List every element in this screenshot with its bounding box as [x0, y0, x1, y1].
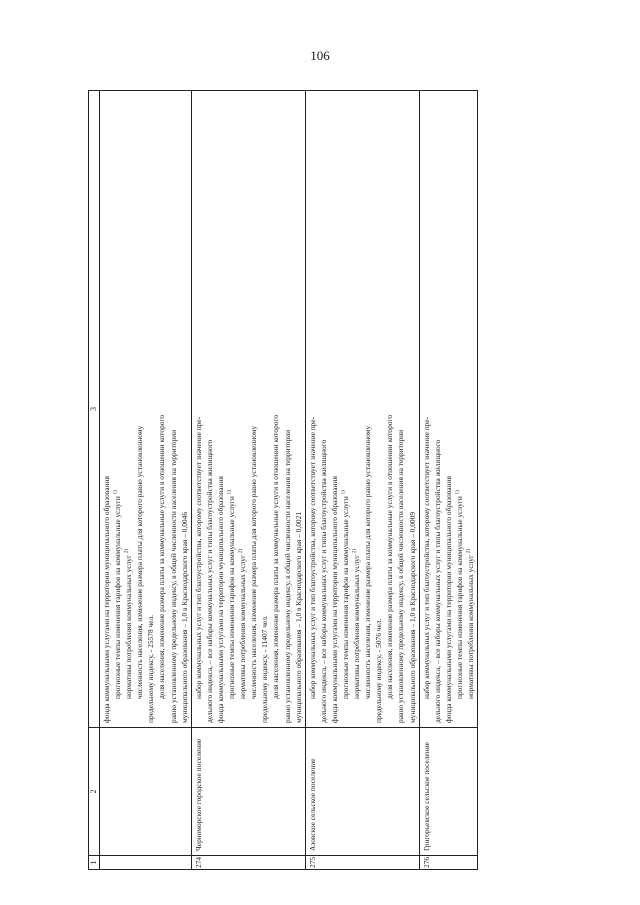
- text-line: [237, 95, 248, 723]
- text-line: [395, 95, 406, 723]
- text-line: [421, 95, 432, 723]
- row-number: 276: [419, 856, 477, 870]
- text-line-content: набор коммунальных услуг и тип благоустройства, которому соответствует значение пре-: [421, 416, 431, 699]
- text-line-content: предельному индексу, - 5076 чел.: [374, 618, 384, 723]
- text-line: [204, 95, 215, 723]
- text-line: [362, 95, 373, 723]
- text-line: [329, 95, 340, 723]
- text-line-content: равно установленному предельному индексу, в общей численности населения на территории: [168, 429, 178, 723]
- rotated-table-container: [88, 90, 540, 870]
- text-line: [134, 95, 145, 723]
- footnote-ref: 1): [341, 490, 347, 495]
- text-line: [270, 95, 281, 723]
- text-line-content: численность населения, изменение размера платы для которого равно установленному: [135, 425, 145, 699]
- text-line: [443, 95, 454, 723]
- table-row: [191, 91, 305, 870]
- text-line: [454, 95, 465, 723]
- header-col-3: 3: [89, 91, 100, 728]
- text-line-content: численность населения, изменение размера платы для которого равно установленному: [249, 425, 259, 699]
- text-line-content: прогнозные темпы изменения тарифов на коммунальные услуги: [227, 496, 237, 699]
- text-line-content: фонда коммунальными услугами на территории муниципального образования: [329, 476, 339, 723]
- text-line: [156, 95, 167, 723]
- footnote-ref: 1): [227, 490, 233, 495]
- text-line-content: доля населения, изменение размера платы за коммунальные услуги в отношении которого: [157, 414, 167, 699]
- text-line: [384, 95, 395, 723]
- municipality-name: Черноморское городское поселение: [191, 728, 305, 856]
- text-line-content: доля населения, изменение размера платы за коммунальные услуги в отношении которого: [271, 414, 281, 699]
- text-line: [307, 95, 318, 723]
- text-line-content: нормативы потребления коммунальных услуг: [466, 554, 475, 699]
- text-line: [465, 95, 476, 723]
- text-line: [123, 95, 134, 723]
- row-number: 274: [191, 856, 305, 870]
- text-line-content: фонда коммунальными услугами на территории муниципального образования: [443, 476, 453, 723]
- municipality-name: Азовское сельское поселение: [305, 728, 419, 856]
- footnote-ref: 2): [352, 548, 358, 554]
- text-line: [293, 95, 304, 723]
- text-line: [407, 95, 418, 723]
- text-line-content: муниципального образования – 1,0 в Краснодарского края – 0,0021: [293, 511, 303, 723]
- indicator-text-cell: [305, 91, 419, 728]
- text-line: [112, 95, 123, 723]
- municipality-name: Григорьевское сельское поселение: [419, 728, 477, 856]
- text-line: [145, 95, 156, 723]
- text-line-content: набор коммунальных услуг и тип благоустройства, которому соответствует значение пре-: [307, 416, 317, 699]
- text-line: [248, 95, 259, 723]
- text-line: [318, 95, 329, 723]
- footnote-ref: 2): [124, 548, 130, 554]
- table-row: [100, 91, 192, 870]
- text-line: [226, 95, 237, 723]
- footnote-ref: 2): [466, 548, 472, 554]
- text-line-content: фонда коммунальными услугами на территории муниципального образования: [102, 476, 111, 723]
- text-line-content: дельного индекса, – все наборы коммунальных услуг и типы благоустройства жилищного: [318, 439, 328, 723]
- text-line-content: численность населения, изменение размера платы для которого равно установленному: [363, 425, 373, 699]
- municipality-name: [100, 728, 192, 856]
- page-number: 106: [310, 48, 330, 63]
- footnote-ref: 2): [238, 548, 244, 554]
- text-line: [351, 95, 362, 723]
- indicator-text-cell: [100, 91, 192, 728]
- text-line: [282, 95, 293, 723]
- table-row: [419, 91, 477, 870]
- text-line-content: нормативы потребления коммунальных услуг: [352, 554, 362, 699]
- row-number: [100, 856, 192, 870]
- text-line: [432, 95, 443, 723]
- header-col-2: 2: [89, 728, 100, 856]
- text-line-content: нормативы потребления коммунальных услуг: [238, 554, 248, 699]
- text-line-content: муниципального образования – 1,0 в Краснодарского края – 0,0046: [179, 511, 189, 723]
- text-line-content: равно установленному предельному индексу, в общей численности населения на территории: [396, 429, 406, 723]
- header-col-1: 1: [89, 856, 100, 870]
- text-line-content: дельного индекса, – все наборы коммунальных услуг и типы благоустройства жилищного: [204, 439, 214, 723]
- text-line: [340, 95, 351, 723]
- row-number: 275: [305, 856, 419, 870]
- text-line-content: предельному индексу, - 11407 чел.: [260, 615, 270, 723]
- text-line-content: муниципального образования – 1,0 в Краснодарского края – 0,0009: [407, 511, 417, 723]
- text-line: [193, 95, 204, 723]
- text-line-content: равно установленному предельному индексу, в общей численности населения на территории: [282, 429, 292, 723]
- header-row: [89, 91, 100, 870]
- table-row: [305, 91, 419, 870]
- text-line: [259, 95, 270, 723]
- text-line-content: доля населения, изменение размера платы за коммунальные услуги в отношении которого: [385, 414, 395, 699]
- text-line: [168, 95, 179, 723]
- text-line: [215, 95, 226, 723]
- footnote-ref: 1): [113, 490, 119, 495]
- indicator-text-cell: [191, 91, 305, 728]
- text-line-content: прогнозные темпы изменения тарифов на коммунальные услуги: [340, 496, 350, 699]
- text-line-content: дельного индекса, – все наборы коммунальных услуг и типы благоустройства жилищного: [432, 439, 442, 723]
- text-line-content: набор коммунальных услуг и тип благоустройства, которому соответствует значение пре-: [193, 416, 203, 699]
- text-line-content: предельному индексу, - 25578 чел.: [146, 614, 156, 723]
- tariff-table: [88, 90, 478, 870]
- footnote-ref: 1): [455, 490, 461, 495]
- text-line-content: нормативы потребления коммунальных услуг: [124, 554, 134, 699]
- text-line: [101, 95, 112, 723]
- indicator-text-cell: [419, 91, 477, 728]
- text-line-content: прогнозные темпы изменения тарифов на коммунальные услуги: [454, 496, 464, 699]
- text-line: [373, 95, 384, 723]
- text-line: [179, 95, 190, 723]
- text-line-content: прогнозные темпы изменения тарифов на коммунальные услуги: [113, 496, 123, 699]
- text-line-content: фонда коммунальными услугами на территории муниципального образования: [215, 476, 225, 723]
